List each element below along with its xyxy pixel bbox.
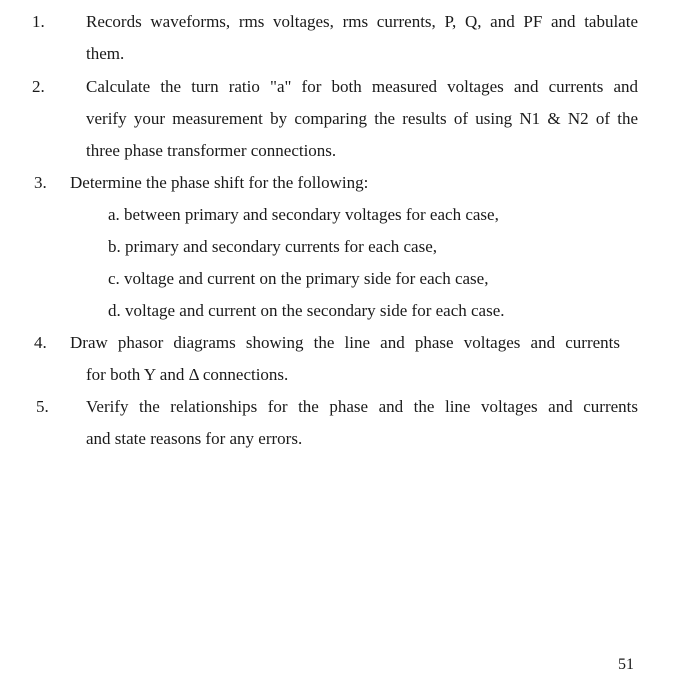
item-1-number: 1. (32, 12, 45, 31)
page-number: 51 (618, 656, 634, 673)
item-3-subitem-b: b. primary and secondary currents for each case, (108, 237, 437, 256)
item-3-line-1: Determine the phase shift for the following: (70, 173, 369, 192)
item-2-line-1: Calculate the turn ratio "a" for both measured voltages and currents and (86, 77, 638, 96)
item-1-line-2: them. (86, 44, 125, 63)
item-3-subitem-c: c. voltage and current on the primary side for each case, (108, 269, 489, 288)
item-1-line-1: Records waveforms, rms voltages, rms currents, P, Q, and PF and tabulate (86, 12, 638, 31)
item-5-line-2: and state reasons for any errors. (86, 429, 303, 448)
item-3-subitem-d: d. voltage and current on the secondary side for each case. (108, 301, 505, 320)
item-4-number: 4. (34, 333, 47, 352)
item-4-line-1: Draw phasor diagrams showing the line and phase voltages and currents (70, 333, 620, 352)
item-5-number: 5. (36, 397, 49, 416)
item-2-line-2: verify your measurement by comparing the results of using N1 & N2 of the (86, 109, 638, 128)
item-4-line-2: for both Y and Δ connections. (86, 365, 289, 384)
item-2-line-3: three phase transformer connections. (86, 141, 337, 160)
item-5-line-1: Verify the relationships for the phase and the line voltages and currents (86, 397, 638, 416)
item-3-number: 3. (34, 173, 47, 192)
item-3-subitem-a: a. between primary and secondary voltages for each case, (108, 205, 499, 224)
item-2-number: 2. (32, 77, 45, 96)
